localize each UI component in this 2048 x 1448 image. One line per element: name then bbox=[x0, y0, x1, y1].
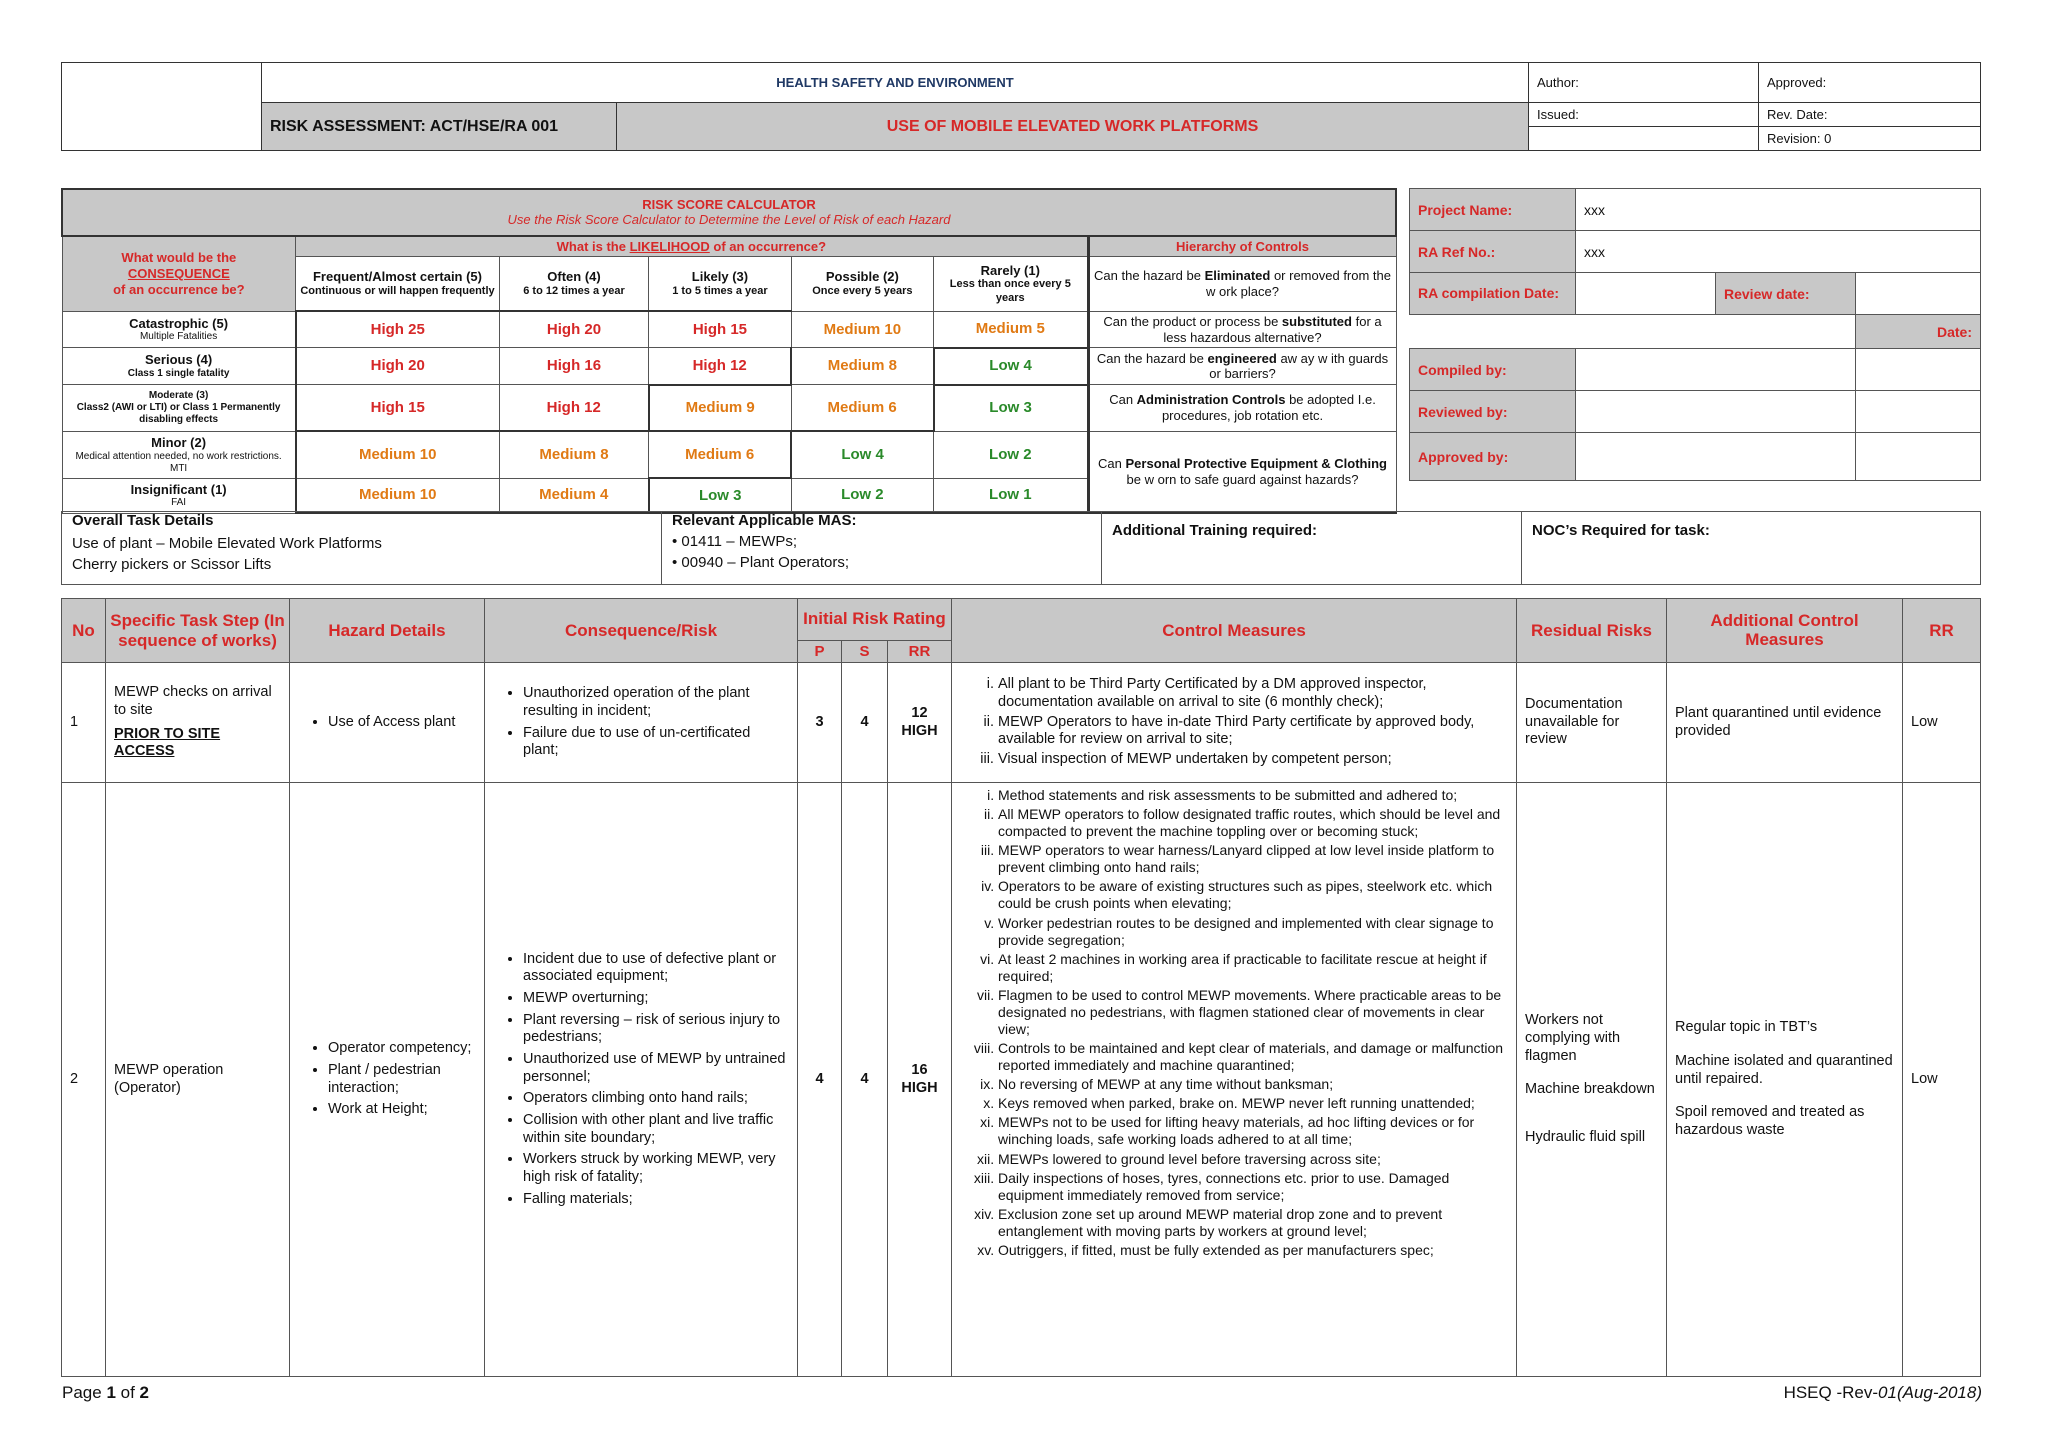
revision-field: Revision: 0 bbox=[1759, 127, 1981, 151]
likelihood-q-pre: What is the bbox=[556, 238, 630, 254]
additional-training: Additional Training required: bbox=[1102, 512, 1522, 585]
risk-cell: Low 4 bbox=[934, 348, 1088, 385]
consequence-row-2: Serious (4) Class 1 single fatality bbox=[62, 348, 296, 385]
risk-cell: High 12 bbox=[649, 348, 791, 385]
consequence-item: • Collision with other plant and live traffic within site boundary; bbox=[523, 1112, 789, 1147]
col-s: S bbox=[842, 641, 888, 663]
applicable-mas bbox=[662, 512, 1102, 585]
row-task-text: MEWP checks on arrival to site bbox=[114, 684, 272, 718]
row-hazards bbox=[290, 663, 485, 783]
row-additional: Regular topic in TBT’s Machine isolated and quarantined until repaired. Spoil removed and treated as hazardous waste bbox=[1667, 783, 1903, 1377]
consequence-question bbox=[62, 236, 296, 311]
risk-cell: Low 1 bbox=[934, 478, 1088, 513]
project-details bbox=[1409, 188, 1981, 481]
document-reference: HSEQ -Rev-01(Aug-2018) bbox=[1783, 1383, 1982, 1402]
risk-cell: Low 3 bbox=[649, 478, 791, 513]
overall-task-line1: Use of plant – Mobile Elevated Work Platforms bbox=[72, 535, 382, 552]
row-controls bbox=[952, 783, 1517, 1377]
col-rr2: RR bbox=[1903, 599, 1981, 663]
likelihood-q-post: of an occurrence? bbox=[709, 238, 827, 254]
risk-cell: Low 4 bbox=[791, 431, 933, 478]
control-item: xiv. Exclusion zone set up around MEWP material drop zone and to prevent entanglement with moving parts by workers at ground level; bbox=[998, 1206, 1508, 1240]
control-item: vi. At least 2 machines in working area if practicable to facilitate rescue at height if required; bbox=[998, 951, 1508, 985]
col-hazard: Hazard Details bbox=[290, 599, 485, 663]
likelihood-q-keyword: LIKELIHOOD bbox=[629, 238, 710, 254]
ra-ref-label: RA Ref No.: bbox=[1410, 231, 1576, 273]
row-rr: 16 HIGH bbox=[888, 783, 952, 1377]
risk-cell: High 25 bbox=[296, 311, 500, 348]
control-item: ii. MEWP Operators to have in-date Third Party certificate by approved body, available for review on arrival to site; bbox=[998, 714, 1508, 749]
row-no: 2 bbox=[62, 783, 106, 1377]
row-task bbox=[106, 663, 290, 783]
consequence-q-line1: What would be the bbox=[121, 250, 237, 266]
control-item: ix. No reversing of MEWP at any time without banksman; bbox=[998, 1076, 1508, 1093]
risk-cell: Medium 8 bbox=[791, 348, 933, 385]
compiled-by-value bbox=[1576, 349, 1856, 391]
col-rr: RR bbox=[888, 641, 952, 663]
hazard-item: • Use of Access plant bbox=[328, 714, 476, 732]
hierarchy-engineer: Can the hazard be engineered aw ay w ith guards or barriers? bbox=[1088, 348, 1396, 385]
control-item: i. All plant to be Third Party Certificated by a DM approved inspector, documentation available on arrival to site (6 monthly check); bbox=[998, 676, 1508, 711]
consequence-row-1: Catastrophic (5) Multiple Fatalities bbox=[62, 311, 296, 348]
risk-cell: High 15 bbox=[649, 311, 791, 348]
date-label: Date: bbox=[1856, 315, 1981, 349]
row-residual: Workers not complying with flagmen Machine breakdown Hydraulic fluid spill bbox=[1517, 783, 1667, 1377]
mas-item: • 00940 – Plant Operators; bbox=[672, 554, 850, 571]
control-item: viii. Controls to be maintained and kept clear of materials, and damage or malfunction reported immediately and machine quarantined; bbox=[998, 1040, 1508, 1074]
risk-cell: High 15 bbox=[296, 385, 500, 432]
hazard-item: • Plant / pedestrian interaction; bbox=[328, 1062, 476, 1097]
review-date-value bbox=[1856, 273, 1981, 315]
overall-task-title: Overall Task Details bbox=[72, 512, 214, 529]
consequence-item: • Unauthorized operation of the plant resulting in incident; bbox=[523, 685, 789, 720]
consequence-row-5: Insignificant (1) FAI bbox=[62, 478, 296, 513]
control-item: xii. MEWPs lowered to ground level before traversing across site; bbox=[998, 1151, 1508, 1168]
consequence-item: • Incident due to use of defective plant or associated equipment; bbox=[523, 951, 789, 986]
blank-row bbox=[1410, 315, 1856, 349]
row-rr: 12 HIGH bbox=[888, 663, 952, 783]
approved-by-value bbox=[1576, 433, 1856, 481]
consequence-item: • Failure due to use of un-certificated plant; bbox=[523, 725, 789, 760]
col-residual: Residual Risks bbox=[1517, 599, 1667, 663]
department-title: HEALTH SAFETY AND ENVIRONMENT bbox=[262, 63, 1529, 103]
approved-date-value bbox=[1856, 433, 1981, 481]
risk-cell: High 20 bbox=[499, 311, 648, 348]
risk-cell: High 20 bbox=[296, 348, 500, 385]
col-no: No bbox=[62, 599, 106, 663]
table-row bbox=[62, 663, 1981, 783]
hierarchy-eliminate: Can the hazard be Eliminated or removed from the w ork place? bbox=[1088, 256, 1396, 311]
reviewed-date-value bbox=[1856, 391, 1981, 433]
likelihood-col-1: Frequent/Almost certain (5) Continuous or will happen frequently bbox=[296, 256, 500, 311]
risk-cell: High 16 bbox=[499, 348, 648, 385]
blank-cell bbox=[1529, 127, 1759, 151]
consequence-q-keyword: CONSEQUENCE bbox=[127, 266, 230, 281]
ra-ref-value: xxx bbox=[1576, 231, 1981, 273]
row-task-note: PRIOR TO SITE ACCESS bbox=[114, 725, 221, 760]
risk-cell: High 12 bbox=[499, 385, 648, 432]
ra-number: RISK ASSESSMENT: ACT/HSE/RA 001 bbox=[262, 103, 617, 151]
risk-cell: Medium 10 bbox=[296, 478, 500, 513]
likelihood-col-5: Rarely (1) Less than once every 5 years bbox=[934, 256, 1088, 311]
hazard-item: • Operator competency; bbox=[328, 1040, 476, 1058]
control-item: iii. Visual inspection of MEWP undertaken by competent person; bbox=[998, 751, 1508, 769]
compiled-by-label: Compiled by: bbox=[1410, 349, 1576, 391]
calculator-subtitle: Use the Risk Score Calculator to Determine the Level of Risk of each Hazard bbox=[507, 212, 951, 228]
col-additional: Additional Control Measures bbox=[1667, 599, 1903, 663]
hierarchy-substitute: Can the product or process be substituted for a less hazardous alternative? bbox=[1088, 311, 1396, 348]
control-item: xi. MEWPs not to be used for lifting heavy materials, ad hoc lifting devices or for winching loads, safe working loads adhered to at all time; bbox=[998, 1114, 1508, 1148]
risk-cell: Medium 4 bbox=[499, 478, 648, 513]
risk-cell: Medium 6 bbox=[649, 431, 791, 478]
hierarchy-ppe: Can Personal Protective Equipment & Clothing be w orn to safe guard against hazards? bbox=[1088, 431, 1396, 513]
ra-compilation-label: RA compilation Date: bbox=[1410, 273, 1576, 315]
likelihood-col-2: Often (4) 6 to 12 times a year bbox=[499, 256, 648, 311]
row-task bbox=[106, 783, 290, 1377]
consequence-item: • Unauthorized use of MEWP by untrained personnel; bbox=[523, 1051, 789, 1086]
row-no: 1 bbox=[62, 663, 106, 783]
likelihood-col-4: Possible (2) Once every 5 years bbox=[791, 256, 933, 311]
risk-cell: Medium 10 bbox=[791, 311, 933, 348]
control-item: ii. All MEWP operators to follow designated traffic routes, which should be level and compacted to prevent the machine toppling over or becoming stuck; bbox=[998, 806, 1508, 840]
document-title: USE OF MOBILE ELEVATED WORK PLATFORMS bbox=[617, 103, 1529, 151]
row-rr2: Low bbox=[1903, 663, 1981, 783]
overall-task-details bbox=[62, 512, 662, 585]
likelihood-question bbox=[296, 236, 1088, 256]
col-consequence: Consequence/Risk bbox=[485, 599, 798, 663]
rev-date-field: Rev. Date: bbox=[1759, 103, 1981, 127]
row-task-text: MEWP operation (Operator) bbox=[114, 1061, 224, 1096]
project-name-value: xxx bbox=[1576, 189, 1981, 231]
likelihood-col-3: Likely (3) 1 to 5 times a year bbox=[649, 256, 791, 311]
col-control: Control Measures bbox=[952, 599, 1517, 663]
risk-cell: Low 3 bbox=[934, 385, 1088, 432]
col-task: Specific Task Step (In sequence of works) bbox=[106, 599, 290, 663]
col-p: P bbox=[798, 641, 842, 663]
row-p: 3 bbox=[798, 663, 842, 783]
risk-cell: Medium 10 bbox=[296, 431, 500, 478]
row-hazards bbox=[290, 783, 485, 1377]
hierarchy-administration: Can Administration Controls be adopted I.e. procedures, job rotation etc. bbox=[1088, 385, 1396, 432]
col-initial-rating: Initial Risk Rating bbox=[798, 599, 952, 641]
row-consequences bbox=[485, 663, 798, 783]
row-controls bbox=[952, 663, 1517, 783]
row-s: 4 bbox=[842, 663, 888, 783]
project-name-label: Project Name: bbox=[1410, 189, 1576, 231]
hazard-item: • Work at Height; bbox=[328, 1101, 476, 1119]
control-item: vii. Flagmen to be used to control MEWP movements. Where practicable areas to be designated no pedestrians, with flagmen stationed clear of movements in clear view; bbox=[998, 987, 1508, 1038]
risk-cell: Low 2 bbox=[791, 478, 933, 513]
consequence-item: • Falling materials; bbox=[523, 1191, 789, 1209]
table-row bbox=[62, 783, 1981, 1377]
control-item: iv. Operators to be aware of existing structures such as pipes, steelwork etc. which could be crush points when elevating; bbox=[998, 878, 1508, 912]
mas-title: Relevant Applicable MAS: bbox=[672, 512, 857, 529]
row-additional: Plant quarantined until evidence provided bbox=[1667, 663, 1903, 783]
risk-cell: Medium 6 bbox=[791, 385, 933, 432]
row-p: 4 bbox=[798, 783, 842, 1377]
risk-assessment-table bbox=[61, 598, 1981, 1377]
row-residual: Documentation unavailable for review bbox=[1517, 663, 1667, 783]
overall-task-line2: Cherry pickers or Scissor Lifts bbox=[72, 556, 272, 573]
risk-score-calculator bbox=[61, 188, 1397, 514]
risk-cell: Medium 8 bbox=[499, 431, 648, 478]
author-field: Author: bbox=[1529, 63, 1759, 103]
control-item: xiii. Daily inspections of hoses, tyres, connections etc. prior to use. Damaged equipment immediately removed from service; bbox=[998, 1170, 1508, 1204]
risk-cell: Medium 9 bbox=[649, 385, 791, 432]
row-rr2: Low bbox=[1903, 783, 1981, 1377]
consequence-item: • Operators climbing onto hand rails; bbox=[523, 1090, 789, 1108]
row-consequences bbox=[485, 783, 798, 1377]
row-s: 4 bbox=[842, 783, 888, 1377]
logo-cell bbox=[62, 63, 262, 151]
consequence-item: • Workers struck by working MEWP, very high risk of fatality; bbox=[523, 1151, 789, 1186]
control-item: x. Keys removed when parked, brake on. MEWP never left running unattended; bbox=[998, 1095, 1508, 1112]
consequence-item: • MEWP overturning; bbox=[523, 990, 789, 1008]
compiled-date-value bbox=[1856, 349, 1981, 391]
page-number: Page 1 of 2 bbox=[62, 1383, 149, 1402]
control-item: iii. MEWP operators to wear harness/Lanyard clipped at low level inside platform to prevent climbing onto hand rails; bbox=[998, 842, 1508, 876]
noc-required: NOC’s Required for task: bbox=[1522, 512, 1981, 585]
control-item: v. Worker pedestrian routes to be designed and implemented with clear signage to provide segregation; bbox=[998, 915, 1508, 949]
reviewed-by-value bbox=[1576, 391, 1856, 433]
consequence-row-3: Moderate (3) Class2 (AWI or LTI) or Class 1 Permanently disabling effects bbox=[62, 385, 296, 432]
mas-item: • 01411 – MEWPs; bbox=[672, 533, 798, 550]
control-item: xv. Outriggers, if fitted, must be fully extended as per manufacturers spec; bbox=[998, 1242, 1508, 1259]
risk-cell: Medium 5 bbox=[934, 311, 1088, 348]
calculator-title: RISK SCORE CALCULATOR bbox=[642, 196, 816, 212]
control-item: i. Method statements and risk assessments to be submitted and adhered to; bbox=[998, 787, 1508, 804]
approved-by-label: Approved by: bbox=[1410, 433, 1576, 481]
ra-compilation-value bbox=[1576, 273, 1716, 315]
issued-field: Issued: bbox=[1529, 103, 1759, 127]
hierarchy-title: Hierarchy of Controls bbox=[1088, 236, 1396, 256]
reviewed-by-label: Reviewed by: bbox=[1410, 391, 1576, 433]
approved-field: Approved: bbox=[1759, 63, 1981, 103]
review-date-label: Review date: bbox=[1716, 273, 1856, 315]
risk-cell: Low 2 bbox=[934, 431, 1088, 478]
overall-task-section bbox=[61, 511, 1981, 585]
document-header bbox=[61, 62, 1981, 151]
consequence-row-4: Minor (2) Medical attention needed, no work restrictions. MTI bbox=[62, 431, 296, 478]
consequence-q-line3: of an occurrence be? bbox=[113, 281, 245, 297]
consequence-item: • Plant reversing – risk of serious injury to pedestrians; bbox=[523, 1012, 789, 1047]
